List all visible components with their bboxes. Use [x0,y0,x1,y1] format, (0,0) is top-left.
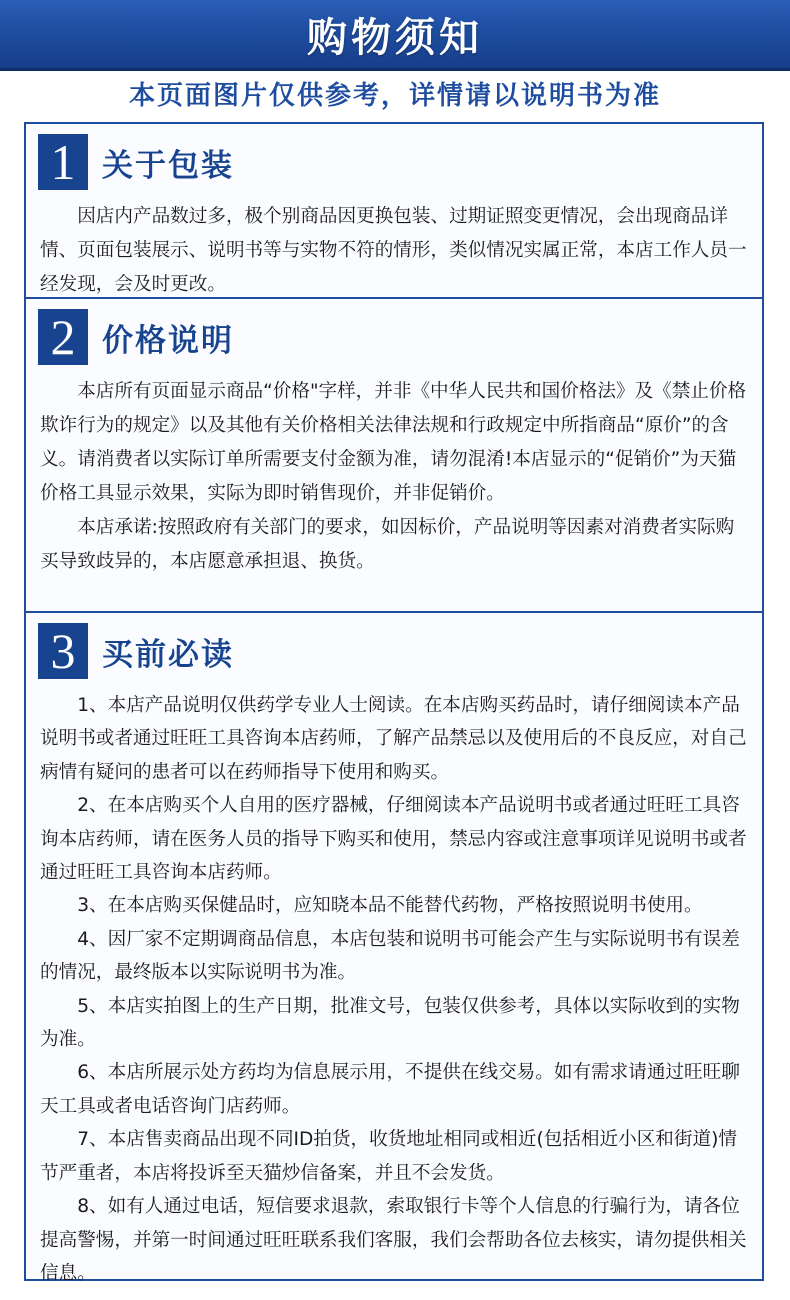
section-packaging [24,122,764,299]
section-header [38,309,234,365]
section-price-notes [24,297,764,613]
list-item: 5、本店实拍图上的生产日期，批准文号，包装仅供参考，具体以实际收到的实物为准。 [40,995,740,1051]
paragraph: 本店所有页面显示商品“价格"字样，并非《中华人民共和国价格法》及《禁止价格欺诈行为的规定》以及其他有关价格相关法律法规和行政规定中所指商品“原价”的含义。请消费者以实际订单所需要支付金额为准，请勿混淆!本店显示的“促销价”为天猫价格工具显示效果，实际为即时销售现价，并非促销价。 [40,381,747,504]
list-item: 2、在本店购买个人自用的医疗器械，仔细阅读本产品说明书或者通过旺旺工具咨询本店药师，请在医务人员的指导下购买和使用，禁忌内容或注意事项详见说明书或者通过旺旺工具咨询本店药师。 [40,795,747,884]
paragraph: 本店承诺:按照政府有关部门的要求，如因标价，产品说明等因素对消费者实际购买导致歧异的，本店愿意承担退、换货。 [40,517,735,572]
list-item: 3、在本店购买保健品时，应知晓本品不能替代药物，严格按照说明书使用。 [77,895,703,917]
section-body [40,375,752,579]
page-title: 购物须知 [307,14,483,61]
list-item: 8、如有人通过电话，短信要求退款，索取银行卡等个人信息的行骗行为，请各位提高警惕，并第一时间通过旺旺联系我们客服，我们会帮助各位去核实，请勿提供相关信息。 [40,1196,747,1284]
section-must-read [24,611,764,1284]
list-item: 1、本店产品说明仅供药学专业人士阅读。在本店购买药品时，请仔细阅读本产品说明书或者通过旺旺工具咨询本店药师，了解产品禁忌以及使用后的不良反应，对自己病情有疑问的患者可以在药师指导下使用和购买。 [40,695,747,783]
section-title: 价格说明 [102,322,234,359]
section-header [38,134,234,190]
section-header [38,623,234,679]
section-body [40,200,752,302]
section-number-badge: 2 [38,309,88,365]
section-number-badge: 3 [38,623,88,679]
section-number-badge: 1 [38,134,88,190]
list-item: 4、因厂家不定期调商品信息，本店包装和说明书可能会产生与实际说明书有误差的情况，最终版本以实际说明书为准。 [40,928,740,984]
list-item: 6、本店所展示处方药均为信息展示用，不提供在线交易。如有需求请通过旺旺聊天工具或者电话咨询门店药师。 [40,1062,740,1117]
paragraph: 因店内产品数过多，极个别商品因更换包装、过期证照变更情况，会出现商品详情、页面包装展示、说明书等与实物不符的情形，类似情况实属正常，本店工作人员一经发现，会及时更改。 [40,206,747,295]
list-item: 7、本店售卖商品出现不同ID拍货，收货地址相同或相近(包括相近小区和街道)情节严重者，本店将投诉至天猫炒信备案，并且不会发货。 [40,1129,737,1184]
section-body [40,689,752,1290]
page-subtitle: 本页面图片仅供参考，详情请以说明书为准 [128,81,661,111]
section-title: 关于包装 [102,147,234,184]
section-title: 买前必读 [102,636,234,673]
top-banner [0,0,790,71]
